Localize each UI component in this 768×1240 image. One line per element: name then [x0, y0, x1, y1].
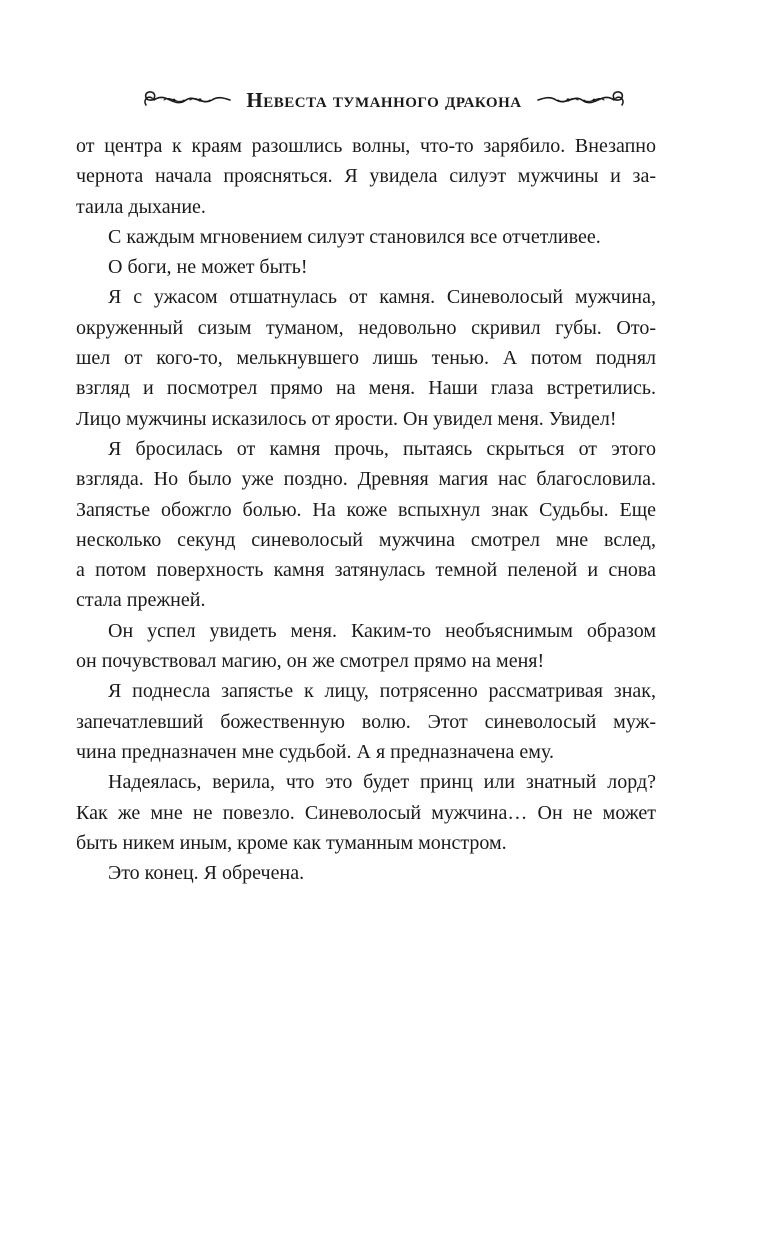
text-line: Я бросилась от камня прочь, пытаясь скрыться от этого — [108, 437, 656, 460]
text-line: О боги, не может быть! — [108, 256, 308, 279]
text-line: Как же мне не повезло. Синеволосый мужчина… Он не может — [76, 801, 656, 824]
text-line: Я поднесла запястье к лицу, потрясенно рассматривая знак, — [108, 680, 656, 703]
text-line: Запястье обожгло болью. На коже вспыхнул знак Судьбы. Еще — [76, 498, 656, 521]
text-line: от центра к краям разошлись волны, что-то зарябило. Внезапно — [76, 135, 656, 157]
text-line: чина предназначен мне судьбой. А я предназначена ему. — [76, 740, 554, 763]
text-line: С каждым мгновением силуэт становился все отчетливее. — [108, 225, 601, 248]
running-header — [0, 80, 768, 120]
paragraph — [76, 252, 656, 282]
text-line: Надеялась, верила, что это будет принц или знатный лорд? — [108, 771, 656, 794]
text-line: таила дыхание. — [76, 195, 206, 218]
text-line: окруженный сизым туманом, недовольно скривил губы. Ото- — [76, 316, 656, 339]
text-line: запечатлевший божественную волю. Этот синеволосый муж- — [76, 710, 656, 733]
text-line: стала прежней. — [76, 589, 206, 612]
body-text — [76, 131, 656, 888]
text-line: Я с ужасом отшатнулась от камня. Синеволосый мужчина, — [108, 286, 656, 309]
paragraph — [76, 767, 656, 858]
scroll-flourish-icon — [536, 87, 628, 113]
paragraph — [76, 282, 656, 433]
text-line: взгляд и посмотрел прямо на меня. Наши глаза встретились. — [76, 377, 656, 400]
text-line: несколько секунд синеволосый мужчина смотрел мне вслед, — [76, 528, 656, 551]
text-line: быть никем иным, кроме как туманным монстром. — [76, 831, 507, 854]
paragraph — [76, 434, 656, 616]
paragraph — [76, 676, 656, 767]
scroll-flourish-icon — [140, 87, 232, 113]
text-line: Лицо мужчины исказилось от ярости. Он увидел меня. Увидел! — [76, 407, 617, 430]
paragraph — [76, 222, 656, 252]
text-line: Это конец. Я обречена. — [108, 862, 305, 885]
paragraph — [76, 858, 656, 888]
text-line: шел от кого-то, мелькнувшего лишь тенью. А потом поднял — [76, 347, 656, 370]
text-line: он почувствовал магию, он же смотрел прямо на меня! — [76, 650, 545, 673]
text-line: взгляда. Но было уже поздно. Древняя магия нас благословила. — [76, 468, 656, 491]
book-title: Невеста туманного дракона — [246, 87, 522, 112]
text-line: чернота начала проясняться. Я увидела силуэт мужчины и за- — [76, 165, 656, 188]
paragraph — [76, 131, 656, 222]
text-line: Он успел увидеть меня. Каким-то необъяснимым образом — [108, 619, 656, 642]
paragraph — [76, 616, 656, 677]
text-line: а потом поверхность камня затянулась темной пеленой и снова — [76, 559, 656, 582]
